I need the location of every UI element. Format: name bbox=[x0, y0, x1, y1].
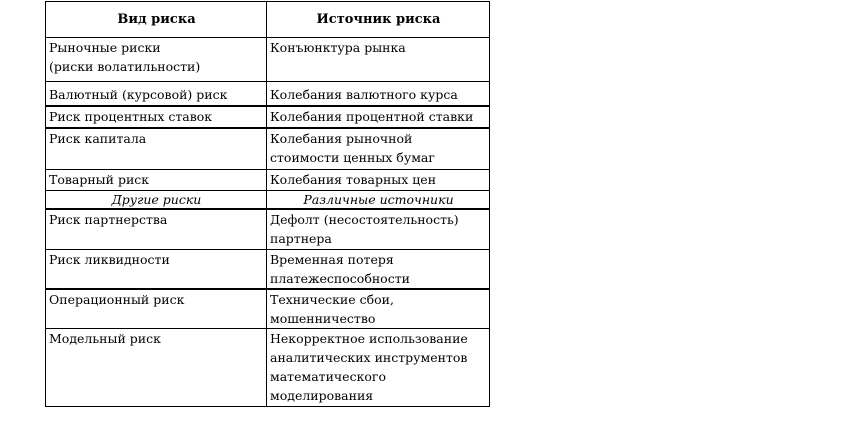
cell-line: Модельный риск bbox=[49, 330, 161, 346]
cell-line: Дефолт (несостоятельность) bbox=[270, 212, 459, 227]
cell-line: Технические сбои, bbox=[270, 291, 394, 307]
table-row bbox=[46, 289, 490, 329]
cell-line: Рыночные риски bbox=[49, 40, 161, 55]
cell-line: Колебания товарных цен bbox=[270, 172, 437, 187]
section-label-risk-type: Другие риски bbox=[46, 191, 267, 210]
header-risk-type: Вид риска bbox=[46, 2, 267, 38]
table-row bbox=[46, 209, 490, 249]
risk-table bbox=[45, 1, 490, 407]
table-row bbox=[46, 82, 490, 106]
risk-source-cell bbox=[267, 128, 490, 170]
cell-line: Валютный (курсовой) риск bbox=[49, 87, 228, 102]
table-body bbox=[46, 38, 490, 407]
risk-type-cell bbox=[46, 106, 267, 128]
cell-line: стоимости ценных бумаг bbox=[270, 149, 435, 165]
risk-type-cell bbox=[46, 128, 267, 170]
cell-line: Риск ликвидности bbox=[49, 251, 170, 267]
cell-line: Колебания процентной ставки bbox=[270, 108, 474, 124]
table-row bbox=[46, 106, 490, 128]
cell-line: мошенничество bbox=[270, 310, 376, 326]
cell-line: Риск партнерства bbox=[49, 212, 168, 227]
risk-type-cell bbox=[46, 170, 267, 191]
risk-source-cell bbox=[267, 38, 490, 82]
cell-line: Колебания валютного курса bbox=[270, 87, 458, 102]
cell-line: (риски волатильности) bbox=[49, 59, 201, 74]
cell-line: Конъюнктура рынка bbox=[270, 40, 406, 55]
cell-line: Товарный риск bbox=[49, 172, 150, 187]
cell-line: партнера bbox=[270, 231, 332, 246]
cell-line: Временная потеря bbox=[270, 251, 394, 267]
table-row bbox=[46, 38, 490, 82]
risk-source-cell bbox=[267, 328, 490, 406]
risk-source-cell bbox=[267, 249, 490, 289]
risk-source-cell bbox=[267, 106, 490, 128]
table-row bbox=[46, 128, 490, 170]
cell-line: Некорректное использование bbox=[270, 330, 468, 346]
risk-type-cell bbox=[46, 249, 267, 289]
table-row bbox=[46, 249, 490, 289]
cell-line: Колебания рыночной bbox=[270, 130, 413, 146]
header-risk-source: Источник риска bbox=[267, 2, 490, 38]
cell-line: Риск процентных ставок bbox=[49, 108, 213, 124]
section-row bbox=[46, 191, 490, 210]
cell-line: аналитических инструментов bbox=[270, 349, 468, 365]
risk-type-cell bbox=[46, 289, 267, 329]
section-label-risk-source: Различные источники bbox=[267, 191, 490, 210]
header-row bbox=[46, 2, 490, 38]
risk-type-cell bbox=[46, 328, 267, 406]
risk-type-cell bbox=[46, 209, 267, 249]
cell-line: математического bbox=[270, 368, 386, 384]
risk-source-cell bbox=[267, 209, 490, 249]
risk-source-cell bbox=[267, 289, 490, 329]
risk-type-cell bbox=[46, 38, 267, 82]
table-header bbox=[46, 2, 490, 38]
cell-line: моделирования bbox=[270, 387, 374, 403]
cell-line: Операционный риск bbox=[49, 291, 185, 307]
risk-source-cell bbox=[267, 82, 490, 106]
risk-source-cell bbox=[267, 170, 490, 191]
risk-type-cell bbox=[46, 82, 267, 106]
table-row bbox=[46, 170, 490, 191]
cell-line: Риск капитала bbox=[49, 130, 147, 146]
cell-line: платежеспособности bbox=[270, 270, 410, 286]
table-row bbox=[46, 328, 490, 406]
